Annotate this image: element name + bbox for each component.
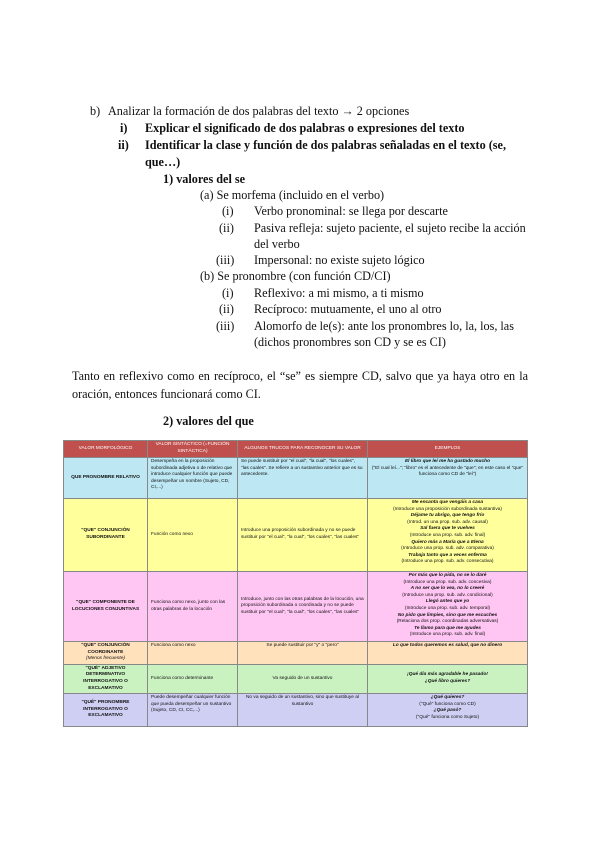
- example-note: (Introduce una prop. sub. adv. concesiva): [403, 579, 492, 585]
- example-note: ("Qué" funciona como CD): [419, 701, 476, 707]
- example-note: (Introd. un una prop. sub. adv. causal): [407, 519, 488, 525]
- example-sentence: Por más que lo pida, no se lo daré: [408, 573, 487, 578]
- table-header: VALOR SINTÁCTICO (=FUNCIÓN SINTÁCTICA): [148, 441, 238, 458]
- se-b-item-text: Recíproco: mutuamente, el uno al otro: [254, 302, 442, 316]
- table-row: [64, 458, 528, 499]
- outline-i-marker: i): [120, 121, 128, 135]
- outline-i-text: Explicar el significado de dos palabras o expresiones del texto: [145, 121, 465, 135]
- table-header: ALGUNOS TRUCOS PARA RECONOCER SU VALOR: [238, 441, 368, 458]
- example-sentence: Me encanta que vengáis a casa: [411, 500, 484, 505]
- se-a-item-num: (i): [222, 204, 234, 218]
- se-b-item-text: Reflexivo: a mi mismo, a ti mismo: [254, 286, 424, 300]
- se-b-item-num: (iii): [216, 319, 235, 333]
- row-value: "QUE" COMPONENTE DE LOCUCIONES CONJUNTIVAS: [64, 572, 148, 642]
- row-value: "QUÉ" PRONOMBRE INTERROGATIVO O EXCLAMATIVO: [64, 694, 148, 727]
- example-sentence: El libro que leí me ha gustado mucho: [404, 459, 491, 464]
- row-examples: [368, 499, 528, 572]
- example-sentence: Te llamo para que me ayudes: [414, 625, 481, 631]
- se-heading: 1) valores del se: [163, 172, 246, 186]
- table-row: [64, 664, 528, 693]
- se-b-item-text: (dichos pronombres son CD y se es CI): [254, 335, 446, 349]
- example-sentence: A no ser que lo vea, no lo creeré: [410, 586, 485, 592]
- se-a-label: (a) Se morfema (incluido en el verbo): [200, 188, 385, 202]
- example-note: (Introduce una prop. sub. adv. comparativa): [401, 546, 494, 552]
- row-tricks: Se puede sustituir por "y" o "pero": [238, 642, 368, 665]
- example-sentence: Trabaja tanto que a veces enferma: [408, 552, 487, 558]
- se-a-item-num: (ii): [219, 221, 234, 235]
- row-tricks: No va seguido de un sustantivo, sino que sustituye al sustantivo: [238, 694, 368, 727]
- example-note: (Introduce una prop. sub. adv. condicional): [402, 592, 493, 598]
- que-heading: 2) valores del que: [163, 414, 254, 428]
- row-syntax: Funciona como determinante: [148, 664, 238, 693]
- row-value-label: "QUE" CONJUNCIÓN COORDINANTE: [81, 643, 130, 655]
- table-row: [64, 499, 528, 572]
- example-note: (Introduce una prop. sub. adv. final): [409, 632, 486, 638]
- example-sentence: ¿Qué quieres?: [430, 695, 465, 701]
- example-sentence: ¿Qué libro quieres?: [424, 678, 471, 684]
- example-note: (Introduce una prop. sub. adv. final): [409, 532, 486, 538]
- se-a-item-num: (iii): [216, 253, 235, 267]
- outline-ii-text-line1: Identificar la clase y función de dos palabras señaladas en el texto (se,: [145, 138, 507, 152]
- row-value: "QUÉ" ADJETIVO DETERMINATIVO INTERROGATIVO O EXCLAMATIVO: [64, 664, 148, 693]
- row-examples: [368, 664, 528, 693]
- que-values-table: [63, 440, 528, 727]
- table-header: EJEMPLOS: [368, 441, 528, 458]
- row-syntax: Desempeña en la proposición subordinada adjetiva o de relativo que introduce cualquier función que puede desempeñar un nombre (Sujeto, CD, CI,...): [148, 458, 238, 499]
- example-sentence: ¡Qué día más agradable he pasado!: [407, 672, 488, 678]
- row-examples: [368, 572, 528, 642]
- outline-ii-marker: ii): [118, 138, 129, 152]
- row-examples: [368, 694, 528, 727]
- se-b-label: (b) Se pronombre (con función CD/CI): [200, 269, 391, 283]
- example-note: (Introduce una proposición subordinada sustantiva): [392, 506, 503, 512]
- row-value-note: (Menos frecuente): [86, 656, 125, 662]
- table-row: [64, 642, 528, 665]
- se-b-item-text: Alomorfo de le(s): ante los pronombres lo, la, los, las: [254, 319, 514, 333]
- example-note: (Introduce una prop. sub. adv. consecutiva): [401, 559, 494, 565]
- row-syntax: Función como nexo: [148, 499, 238, 572]
- example-sentence: Déjame tu abrigo, que tengo frío: [410, 513, 485, 519]
- outline-ii-text-line2: que…): [145, 155, 181, 169]
- table-row: [64, 572, 528, 642]
- example-sentence: Sal fuera que te vuelves: [420, 526, 475, 532]
- row-tricks: Introduce, junto con las otras palabras de la locución, una proposición subordinada o coordinada y no se puede sustituir por "el cual", "la cual", "los cuales", "las cuales": [238, 572, 368, 642]
- example-sentence: Lo que todos queremos es salud, que no dinero: [392, 643, 503, 648]
- row-tricks: Introduce una proposición subordinada y no se puede sustituir por "el cual", "la cual", "los cuales", "las cuales": [238, 499, 368, 572]
- example-note: ("Qué" funciona como Sujeto): [415, 714, 480, 720]
- row-value: QUE PRONOMBRE RELATIVO: [64, 458, 148, 499]
- example-note: (Introduce una prop. sub. adv. temporal): [404, 605, 491, 611]
- se-a-item-text: del verbo: [254, 237, 300, 251]
- row-tricks: Se puede sustituir por "el cual", "la cual", "los cuales", "las cuales". Se refiere a un sustantivo anterior que es su antecedente.: [238, 458, 368, 499]
- row-examples: [368, 458, 528, 499]
- row-value: "QUE" CONJUNCIÓN SUBORDINANTE: [64, 499, 148, 572]
- example-sentence: No pido que limpies, sino que me escuches: [397, 612, 498, 618]
- example-note: ("El cual leí..."; "libro" es el antecedente de "que"; en este caso el "que" funciona como CD de "leí"): [371, 465, 524, 478]
- se-b-item-num: (ii): [219, 302, 234, 316]
- row-syntax: Funciona como nexo: [148, 642, 238, 665]
- example-sentence: Llegó antes que yo: [425, 599, 470, 605]
- se-a-item-text: Impersonal: no existe sujeto lógico: [254, 253, 425, 267]
- row-syntax: Funciona como nexo, junto con las otras palabras de la locución: [148, 572, 238, 642]
- row-value: [64, 642, 148, 665]
- outline-b-text: Analizar la formación de dos palabras del texto → 2 opciones: [108, 104, 410, 118]
- row-tricks: Va seguido de un sustantivo: [238, 664, 368, 693]
- row-syntax: Puede desempeñar cualquier función que pueda desempeñar un sustantivo (Sujeto, CD, CI, CC,...): [148, 694, 238, 727]
- se-b-item-num: (i): [222, 286, 234, 300]
- example-note: (Relaciona dos prop. coordinadas adversativas): [396, 619, 499, 625]
- se-explanation-paragraph: Tanto en reflexivo como en recíproco, el “se” es siempre CD, salvo que ya haya otro en la oración, entonces funcionará como CI.: [72, 369, 528, 401]
- table-header: VALOR MORFOLÓGICO: [64, 441, 148, 458]
- table-row: [64, 694, 528, 727]
- row-examples: [368, 642, 528, 665]
- table-header-row: [64, 441, 528, 458]
- example-sentence: ¿Qué pasó?: [433, 708, 462, 714]
- outline-b-marker: b): [90, 104, 101, 118]
- se-a-item-text: Verbo pronominal: se llega por descarte: [254, 204, 448, 218]
- example-sentence: Quiero más a María que a Elena: [411, 539, 484, 545]
- se-a-item-text: Pasiva refleja: sujeto paciente, el sujeto recibe la acción: [254, 221, 526, 235]
